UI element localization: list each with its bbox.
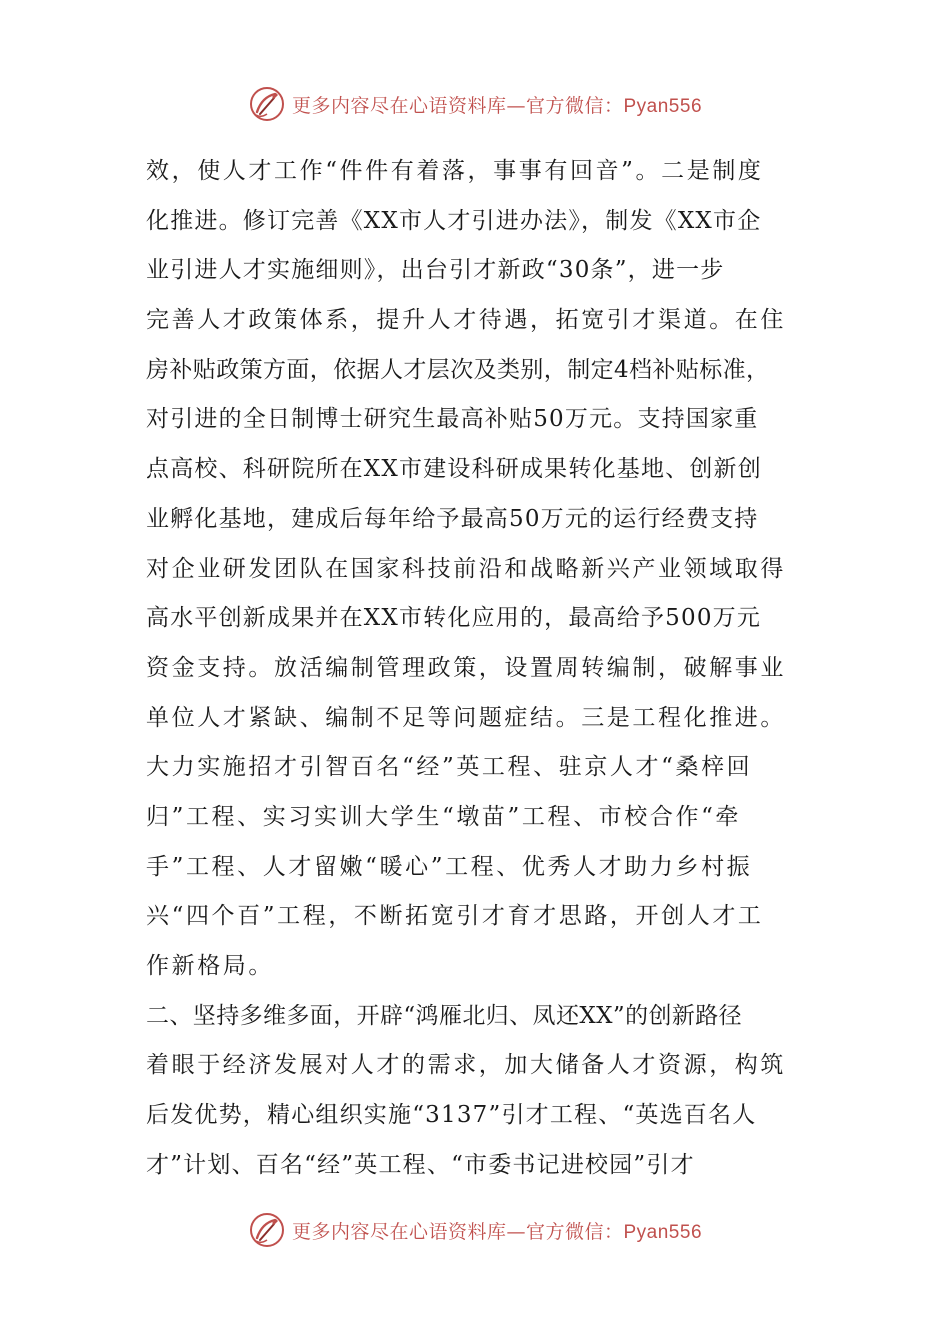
body-line: 后发优势，精心组织实施“3137”引才工程、“英选百名人 [146, 1102, 757, 1129]
body-line: 归”工程、实习实训大学生“墩苗”工程、市校合作“牵 [146, 803, 742, 830]
body-line: 单位人才紧缺、编制不足等问题症结。三是工程化推进。 [146, 704, 786, 731]
body-line: 完善人才政策体系，提升人才待遇，拓宽引才渠道。在住 [146, 307, 786, 334]
body-line: 效，使人才工作“件件有着落，事事有回音”。二是制度 [146, 158, 764, 184]
body-line: 资金支持。放活编制管理政策，设置周转编制，破解事业 [146, 654, 786, 681]
watermark-label: 更多内容尽在心语资料库—官方微信： [291, 1220, 624, 1243]
header-watermark [0, 82, 950, 126]
body-line: 业引进人才实施细则》，出台引才新政“30条”，进一步 [146, 257, 725, 284]
watermark-wechat-id: Pyan556 [623, 95, 703, 117]
watermark-text [292, 1217, 702, 1244]
body-line: 点高校、科研院所在XX市建设科研成果转化基地、创新创 [146, 456, 762, 483]
body-line: 业孵化基地，建成后每年给予最高50万元的运行经费支持 [146, 505, 759, 532]
body-line: 着眼于经济发展对人才的需求，加大储备人才资源，构筑 [146, 1052, 786, 1079]
watermark-wechat-id: Pyan556 [623, 1221, 703, 1243]
body-line: 高水平创新成果并在XX市转化应用的，最高给予500万元 [146, 605, 762, 632]
body-line: 化推进。修订完善《XX市人才引进办法》，制发《XX市企 [146, 207, 762, 234]
pen-scroll-icon [248, 85, 286, 123]
section-heading: 二、坚持多维多面，开辟“鸿雁北归、凤还XX”的创新路径 [146, 1002, 743, 1029]
body-line: 房补贴政策方面，依据人才层次及类别，制定4档补贴标准， [146, 356, 770, 383]
watermark-label: 更多内容尽在心语资料库—官方微信： [291, 94, 624, 117]
body-line: 对企业研发团队在国家科技前沿和战略新兴产业领域取得 [146, 555, 786, 582]
body-line: 大力实施招才引智百名“经”英工程、驻京人才“桑梓回 [146, 754, 753, 781]
footer-watermark [0, 1208, 950, 1252]
pen-scroll-icon [248, 1211, 286, 1249]
body-line: 才”计划、百名“经”英工程、“市委书记进校园”引才 [146, 1151, 695, 1178]
watermark-text [292, 91, 702, 118]
document-body [146, 147, 806, 1190]
body-line: 对引进的全日制博士研究生最高补贴50万元。支持国家重 [146, 406, 759, 433]
body-line: 手”工程、人才留嫩“暖心”工程、优秀人才助力乡村振 [146, 853, 753, 880]
body-line: 兴“四个百”工程，不断拓宽引才育才思路，开创人才工 [146, 903, 764, 930]
body-line: 作新格局。 [146, 953, 274, 979]
